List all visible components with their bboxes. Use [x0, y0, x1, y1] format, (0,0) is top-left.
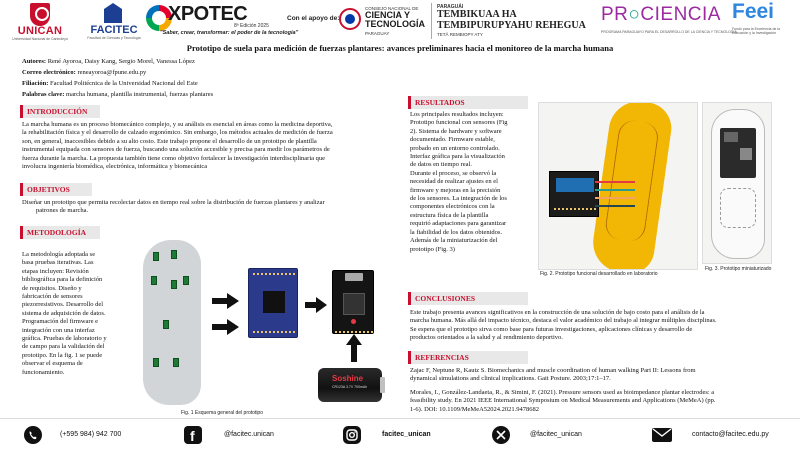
- email-icon[interactable]: [652, 428, 672, 442]
- x-icon[interactable]: [492, 426, 510, 444]
- facitec-mark-icon: [104, 3, 122, 23]
- arrow-right-icon: [212, 324, 228, 330]
- expotec-title: XPOTEC: [168, 3, 248, 25]
- support-label: Con el apoyo de:: [287, 15, 340, 22]
- authors-label: Autores:: [22, 58, 47, 65]
- tembi-line1: TEMBIKUAA HA: [437, 9, 517, 20]
- conacyt-small: CONSEJO NACIONAL DE: [365, 6, 419, 11]
- pin-row: [253, 273, 295, 275]
- prociencia-mid: CIENCIA: [640, 4, 721, 25]
- reference-2: [410, 389, 782, 414]
- sensor-icon: [153, 358, 159, 367]
- pin-row: [253, 331, 295, 333]
- resultados-line: Los principales resultados incluyen:: [410, 111, 504, 118]
- figure-2-image: [538, 102, 698, 270]
- sensor-icon: [153, 252, 159, 261]
- adc-board-image: [248, 268, 298, 338]
- whatsapp-icon[interactable]: [24, 426, 42, 444]
- conclusiones-line: Este trabajo presenta avances significativos en la construcción de una solución de bajo costo para el análisis de la: [410, 309, 705, 316]
- facitec-name: FACITEC: [90, 24, 138, 36]
- metodo-line: fabricación de sensores: [22, 293, 83, 301]
- resultados-line: estructura física de la plantilla: [410, 211, 489, 219]
- lab-board-module: [556, 178, 594, 192]
- reference-line: dynamical simulations and clinical implications. Gait Posture. 2003;17:1–17.: [410, 375, 611, 383]
- sensor-icon: [171, 280, 177, 289]
- metodo-line: de requisitos. Diseño y: [22, 284, 82, 292]
- figure-3-caption: Fig. 3. Prototipo miniaturizado: [705, 266, 772, 272]
- email-label: Correo electrónico:: [22, 69, 76, 76]
- svg-text:f: f: [190, 428, 195, 444]
- resultados-line: Prototipo funcional con sensores (Fig: [410, 119, 508, 127]
- reference-line: Zajac F, Neptune R, Kautz S. Biomechanics and muscle coordination of human walking Part II: Lessons from: [410, 367, 696, 374]
- resultados-line: la fiabilidad de los datos obtenidos.: [410, 228, 503, 236]
- resultados-line: Además de la miniaturización del: [410, 237, 498, 245]
- intro-text: [22, 121, 394, 171]
- affiliation-label: Filiación:: [22, 80, 49, 87]
- adc-chip: [263, 291, 285, 313]
- mini-chip: [724, 132, 738, 142]
- prociencia-sub: PROGRAMA PARAGUAYO PARA EL DESARROLLO DE LA CIENCIA Y TECNOLOGÍA: [601, 30, 737, 34]
- arrow-right-icon: [212, 298, 228, 304]
- keywords: marcha humana, plantilla instrumental, fuerzas plantares: [66, 91, 214, 98]
- referencias-heading: REFERENCIAS: [408, 351, 528, 364]
- wire: [595, 205, 635, 207]
- tembikuaa-logo: [431, 3, 586, 39]
- facitec-subtitle: Facultad de Ciencias y Tecnología: [87, 36, 141, 40]
- conacyt-line1: CIENCIA Y: [365, 10, 411, 20]
- figure-1-caption: Fig. 1 Esquema general del prototipo: [181, 410, 263, 416]
- sensor-icon: [183, 276, 189, 285]
- metodo-line: bibliográfica para la definición: [22, 276, 103, 284]
- metodo-line: Programación del firmware e: [22, 318, 98, 326]
- footer-instagram[interactable]: facitec_unican: [382, 431, 431, 438]
- arrow-right-head: [316, 297, 327, 313]
- unican-shield-icon: [30, 3, 50, 26]
- metodo-line: observar el esquema de: [22, 360, 83, 368]
- figure-2-caption: Fig. 2. Prototipo funcional desarrollado en laboratorio: [540, 271, 658, 277]
- mini-sensor-area: [720, 188, 756, 228]
- arrow-up-head: [346, 334, 362, 345]
- tembi-sub: TETÃ REMBIOPY ATY: [437, 32, 483, 37]
- arrow-up-icon: [351, 344, 357, 362]
- conacyt-line2: TECNOLOGÍA: [365, 19, 425, 29]
- footer-x[interactable]: @facitec_unican: [530, 431, 582, 438]
- expotec-logo: [146, 2, 299, 40]
- prociencia-wordmark: [601, 4, 721, 26]
- feei-logo: [732, 2, 794, 38]
- wire: [595, 189, 635, 191]
- instagram-icon[interactable]: [343, 426, 361, 444]
- resultados-line: documentado. Firmware estable,: [410, 136, 495, 144]
- poster-title: Prototipo de suela para medición de fuerzas plantares: avances preliminares hacia el monitoreo de la marcha humana: [186, 43, 614, 53]
- reference-line: 1-6). DOI: 10.1109/MeMeA52024.2021.9478682: [410, 405, 540, 413]
- pin-row: [554, 208, 596, 210]
- feei-sub: Fondo para la Excelencia de la Educación y la Investigación: [732, 27, 781, 35]
- intro-line: fuerza durante la marcha. La propuesta también tiene como objetivo fortalecer la investigación interdisciplinaria que: [22, 154, 326, 162]
- intro-line: son, en general, inaccesibles debido a su alto costo. Este trabajo propone el desarrollo de un prototipo de plantilla: [22, 137, 317, 145]
- affiliation-line: [22, 80, 198, 87]
- mini-board: [720, 128, 756, 178]
- footer-facebook[interactable]: @facitec.unican: [224, 431, 274, 438]
- conclusiones-line: Se espera que el prototipo sirva como base para futuras investigaciones, aplicaciones clínicas y desarrollo de: [410, 325, 693, 333]
- usb-port: [345, 273, 363, 281]
- conclusiones-heading: CONCLUSIONES: [408, 292, 528, 305]
- mini-chip: [740, 148, 752, 160]
- authors-line: [22, 58, 195, 65]
- metodo-line: basa pruebas iterativas. Las: [22, 259, 94, 267]
- resultados-line: componentes electrónicos con la: [410, 203, 495, 211]
- resultados-line: necesidad de realizar ajustes en el: [410, 178, 498, 186]
- prociencia-o-icon: ○: [628, 4, 641, 25]
- resultados-text: [410, 111, 535, 254]
- intro-heading: INTRODUCCIÓN: [20, 105, 100, 118]
- affiliation: Facultad Politécnica de la Universidad Nacional del Este: [49, 80, 198, 87]
- objetivos-heading: OBJETIVOS: [20, 183, 92, 196]
- objetivos-line: Diseñar un prototipo que permita recolectar datos en tiempo real sobre la distribución de fuerzas plantares y analizar: [22, 199, 325, 206]
- resultados-line: Interfaz gráfica para la visualización: [410, 153, 505, 161]
- tembi-line2: TEMBIPURUPYAHU REHEGUA: [437, 20, 586, 31]
- keywords-line: [22, 91, 213, 98]
- prociencia-logo: [601, 4, 737, 38]
- conacyt-country: PARAGUAY: [365, 31, 390, 36]
- reference-line: Morales, I., González-Landaeta, R., & Simini, F. (2021). Pressure sensors used as bioimpedance plantar electrodes: a: [410, 389, 715, 396]
- metodo-line: La metodología adoptada se: [22, 251, 96, 258]
- resultados-line: requirió adaptaciones para garantizar: [410, 220, 507, 228]
- intro-line: la rehabilitación física y el desarrollo de calzado ergonómico. Sin embargo, los métodos actuales de medición de fuerza: [22, 129, 333, 137]
- battery-brand: Soshine: [332, 374, 364, 383]
- authors: René Ayoroa, Daisy Kang, Sergio Morel, Vanessa López: [47, 58, 195, 65]
- metodo-line: piezorresistivos. Desarrollo del: [22, 301, 104, 309]
- metodo-line: prototipo. En la fig. 1 se puede: [22, 351, 103, 359]
- email[interactable]: reneayoroa@fpune.edu.py: [77, 69, 147, 76]
- metodologia-text: [22, 251, 137, 377]
- intro-line: involucra ingeniería biomédica, electrónica, informática y biomecánica: [22, 163, 208, 171]
- intro-line: La marcha humana es un proceso biomecánico complejo, y su análisis es esencial en áreas como la medicina deportiva,: [22, 121, 333, 128]
- conacyt-logo: [337, 4, 427, 38]
- feei-name: Feei: [732, 0, 775, 23]
- pin-row: [335, 331, 373, 333]
- conclusiones-line: marcha humana. Más allá del impacto técnico, destaca el valor académico del trabajo al integrar múltiples disciplinas.: [410, 317, 717, 325]
- metodo-line: de campo para la validación del: [22, 343, 105, 351]
- footer-email[interactable]: contacto@facitec.edu.py: [692, 431, 769, 438]
- facebook-icon[interactable]: [184, 426, 202, 444]
- poster-header: [0, 0, 800, 40]
- battery-image: [318, 368, 382, 402]
- footer-phone[interactable]: (+595 984) 942 700: [60, 431, 122, 438]
- figure-3-image: [702, 102, 772, 264]
- resultados-line: de los sensores. La integración de los: [410, 195, 507, 203]
- resultados-line: Durante el proceso, se observó la: [410, 169, 497, 177]
- objetivos-text: [22, 199, 394, 216]
- conclusiones-line: productos orientados a la salud y al rendimiento deportivo.: [410, 334, 563, 342]
- metodo-line: gráfica. Pruebas de laboratorio y: [22, 335, 107, 343]
- reference-line: feasibility study. En 2021 IEEE International Symposium on Medical Measurements and Applications (MeMeA) (pp.: [410, 397, 716, 405]
- sensor-icon: [163, 320, 169, 329]
- yellow-insole: [589, 102, 674, 270]
- metodo-line: integración con una interfaz: [22, 326, 95, 334]
- poster-footer: [0, 418, 800, 450]
- arrow-right-head: [227, 319, 239, 335]
- tembi-country: PARAGUÁI: [437, 4, 464, 10]
- insole-image: [143, 240, 201, 405]
- conacyt-emblem-icon: [339, 8, 361, 30]
- facitec-logo: [84, 3, 144, 39]
- wire: [595, 197, 635, 199]
- metodo-line: funcionamiento.: [22, 368, 65, 376]
- led-icon: [351, 319, 356, 324]
- mini-insole: [711, 109, 765, 259]
- resultados-heading: RESULTADOS: [408, 96, 528, 109]
- unican-name: UNICAN: [17, 25, 63, 37]
- resultados-line: 2). Sistema de hardware y software: [410, 127, 502, 135]
- wire: [595, 181, 635, 183]
- sensor-icon: [171, 250, 177, 259]
- intro-line: instrumental equipada con sensores de fuerza, buscando una solución accesible y precisa para medir los parámetros de: [22, 146, 330, 154]
- arrow-right-head: [227, 293, 239, 309]
- unican-logo: [8, 3, 72, 39]
- objetivos-line: patrones de marcha.: [36, 207, 89, 215]
- prociencia-pre: PR: [601, 4, 629, 25]
- mcu-chip: [343, 293, 365, 315]
- battery-spec: CR123A 3.7V 700mAh: [332, 385, 368, 389]
- expotec-edition: 8ª Edición 2025: [234, 23, 269, 29]
- keywords-label: Palabras clave:: [22, 91, 65, 98]
- resultados-line: firmware y mejoras en la precisión: [410, 186, 501, 194]
- expotec-slogan: "Saber, crear, transformar: el poder de la tecnología": [160, 30, 299, 36]
- sensor-icon: [173, 358, 179, 367]
- reference-1: [410, 367, 782, 384]
- sensor-icon: [151, 276, 157, 285]
- metodo-line: sistema de adquisición de datos.: [22, 309, 106, 317]
- conclusiones-text: [410, 309, 782, 343]
- battery-cap: [380, 377, 385, 393]
- mcu-board-image: [332, 270, 374, 334]
- email-line: [22, 69, 146, 76]
- resultados-line: probado en un entorno controlado.: [410, 144, 500, 152]
- unican-subtitle: Universidad Nacional de Canindeyú: [12, 37, 68, 41]
- conacyt-name: [365, 11, 425, 29]
- metodo-line: etapas incluyen: Revisión: [22, 267, 89, 275]
- resultados-line: de datos en tiempo real.: [410, 161, 472, 169]
- resultados-line: prototipo (Fig. 3): [410, 245, 455, 253]
- lab-board: [549, 171, 599, 217]
- metodologia-heading: METODOLOGÍA: [20, 226, 100, 239]
